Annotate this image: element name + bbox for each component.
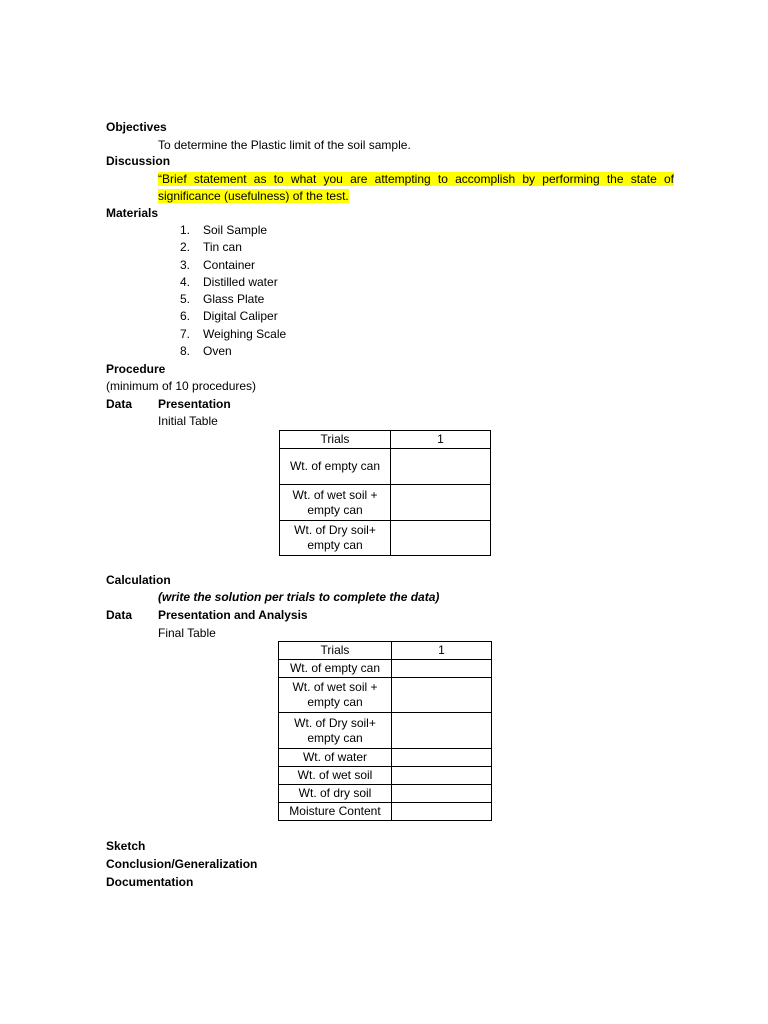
table-cell: Wt. of water — [279, 749, 392, 767]
table-cell: Wt. of wet soil + empty can — [279, 678, 392, 713]
data-analysis-word1: Data — [106, 608, 133, 622]
list-item: 1. Soil Sample — [180, 223, 268, 237]
materials-list — [180, 222, 286, 360]
initial-table-title: Initial Table — [158, 414, 218, 428]
table-row — [279, 642, 492, 660]
table-cell — [392, 678, 492, 713]
sketch-heading: Sketch — [106, 839, 146, 853]
data-analysis-word2: Presentation and Analysis — [158, 608, 308, 622]
table-cell: Moisture Content — [279, 803, 392, 821]
initial-table — [279, 430, 491, 556]
objectives-heading: Objectives — [106, 120, 167, 134]
table-cell: Wt. of Dry soil+ empty can — [280, 521, 391, 556]
materials-heading: Materials — [106, 206, 159, 220]
list-item: 6. Digital Caliper — [180, 309, 278, 324]
documentation-heading: Documentation — [106, 875, 194, 889]
list-item: 8. Oven — [180, 344, 232, 359]
calculation-note: (write the solution per trials to complete the data) — [158, 590, 440, 604]
table-cell — [391, 449, 491, 485]
table-cell: Wt. of dry soil — [279, 785, 392, 803]
table-row — [279, 713, 492, 749]
objectives-text: To determine the Plastic limit of the soil sample. — [158, 138, 411, 152]
data-presentation-word2: Presentation — [158, 397, 231, 411]
table-cell: Wt. of Dry soil+ empty can — [279, 713, 392, 749]
procedure-note: (minimum of 10 procedures) — [106, 379, 257, 393]
data-presentation-word1: Data — [106, 397, 133, 411]
table-cell — [392, 713, 492, 749]
table-cell: Wt. of empty can — [279, 660, 392, 678]
table-header-cell: Trials — [279, 642, 392, 660]
list-item: 2. Tin can — [180, 240, 242, 255]
table-header-cell: 1 — [391, 431, 491, 449]
table-cell: Wt. of wet soil + empty can — [280, 485, 391, 521]
table-row — [280, 521, 491, 556]
final-table-title: Final Table — [158, 626, 216, 640]
table-row — [279, 803, 492, 821]
table-row — [279, 785, 492, 803]
list-item: 3. Container — [180, 257, 256, 272]
table-row — [279, 678, 492, 713]
table-row — [280, 431, 491, 449]
table-row — [280, 485, 491, 521]
table-header-cell: Trials — [280, 431, 391, 449]
table-cell — [392, 660, 492, 678]
calculation-heading: Calculation — [106, 573, 171, 587]
table-row — [280, 449, 491, 485]
discussion-heading: Discussion — [106, 154, 171, 168]
list-item: 5. Glass Plate — [180, 292, 265, 307]
table-cell: Wt. of empty can — [280, 449, 391, 485]
list-item: 7. Weighing Scale — [180, 326, 287, 341]
discussion-text — [158, 171, 674, 205]
procedure-heading: Procedure — [106, 362, 166, 376]
final-table — [278, 641, 492, 821]
table-cell — [392, 767, 492, 785]
discussion-highlight: “Brief statement as to what you are attempting to accomplish by performing the state of significance (usefulness) of the test. — [158, 172, 674, 203]
list-item: 4. Distilled water — [180, 274, 278, 289]
table-row — [279, 749, 492, 767]
table-cell — [391, 521, 491, 556]
conclusion-heading: Conclusion/Generalization — [106, 857, 258, 871]
table-header-cell: 1 — [392, 642, 492, 660]
table-row — [279, 660, 492, 678]
table-cell — [392, 803, 492, 821]
table-cell — [392, 749, 492, 767]
table-row — [279, 767, 492, 785]
table-cell — [391, 485, 491, 521]
table-cell — [392, 785, 492, 803]
table-cell: Wt. of wet soil — [279, 767, 392, 785]
